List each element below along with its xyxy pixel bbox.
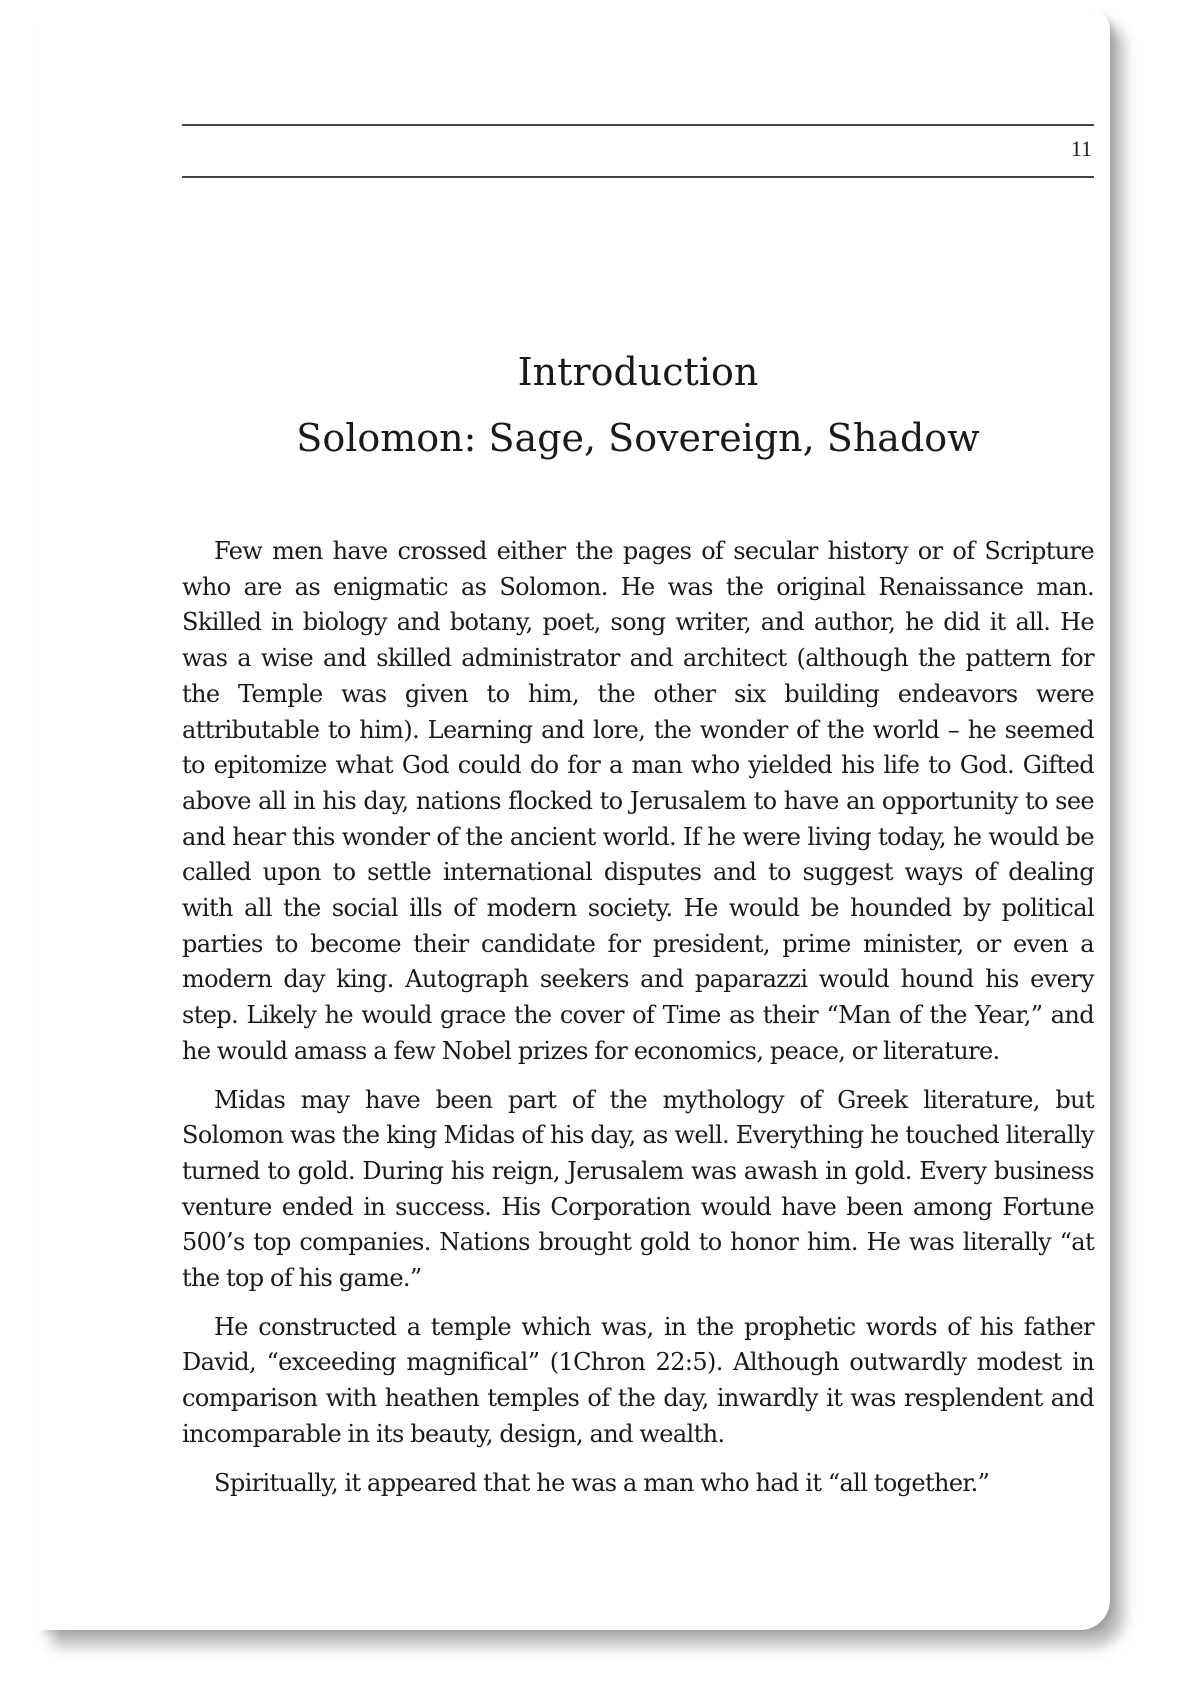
paragraph: Spiritually, it appeared that he was a man who had it “all together.”	[214, 1468, 990, 1497]
book-page	[38, 8, 1110, 1630]
paragraph: Few men have crossed either the pages of secular history or of Scripture who are as enigmatic as Solomon. He was the original Renaissance man. Skilled in biology and botany, poet, song writer, and author, he did it all. He was a wise and skilled administrator and architect (although the pattern for the Temple was given to him, the other six building endeavors were attributable to him). Learning and lore, the wonder of the world – he seemed to epitomize what God could do for a man who yielded his life to God. Gifted above all in his day, nations flocked to Jerusalem to have an opportunity to see and hear this wonder of the ancient world. If he were living today, he would be called upon to settle international disputes and to suggest ways of dealing with all the social ills of modern society. He would be hounded by political parties to become their candidate for president, prime minister, or even a modern day king. Autograph seekers and paparazzi would hound his every step. Likely he would grace the cover of Time as their “Man of the Year,” and he would amass a few Nobel prizes for economics, peace, or literature.	[182, 537, 1094, 1065]
chapter-heading	[182, 348, 1094, 462]
paragraph: He constructed a temple which was, in the prophetic words of his father David, “exceeding magnifical” (1Chron 22:5). Although outwardly modest in comparison with heathen temples of the day, inwardly it was resplendent and incomparable in its beauty, design, and wealth.	[182, 1312, 1094, 1448]
chapter-subtitle: Solomon: Sage, Sovereign, Shadow	[296, 416, 980, 460]
running-header	[182, 124, 1094, 178]
paragraph: Midas may have been part of the mythology of Greek literature, but Solomon was the king Midas of his day, as well. Everything he touched literally turned to gold. During his reign, Jerusalem was awash in gold. Every business venture ended in success. His Corporation would have been among Fortune 500’s top companies. Nations brought gold to honor him. He was literally “at the top of his game.”	[182, 1085, 1094, 1293]
chapter-title: Introduction	[517, 350, 759, 394]
page-number: 11	[1070, 136, 1092, 161]
body-text	[182, 534, 1094, 1514]
